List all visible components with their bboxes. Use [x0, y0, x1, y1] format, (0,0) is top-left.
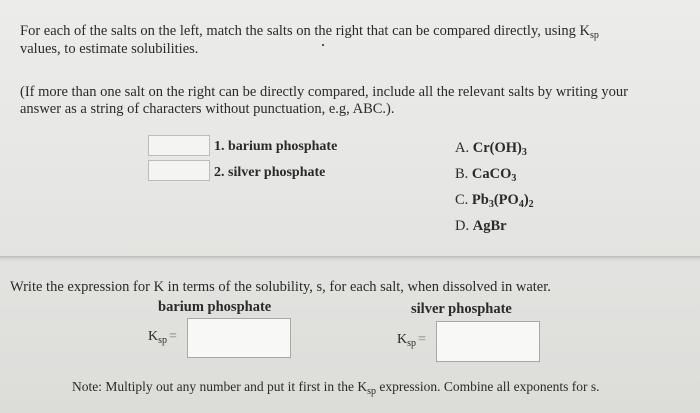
instruction-line-1: (If more than one salt on the right can be directly compared, include all the relevant salts by writing your — [20, 84, 628, 100]
answer-input-silver-phosphate[interactable] — [148, 160, 210, 181]
answer-input-barium-phosphate[interactable] — [148, 135, 210, 156]
ksp-expression-instruction: Write the expression for K in terms of the solubility, s, for each salt, when dissolved in water. — [10, 279, 551, 295]
column-title-silver-phosphate: silver phosphate — [411, 301, 512, 317]
intro-line-2: values, to estimate solubilities. — [20, 41, 199, 57]
section-divider — [0, 256, 700, 262]
right-item-a: A. $Cr(OH)_3$ — [455, 140, 527, 158]
ksp-note: Note: Multiply out any number and put it first in the $K_{sp}$ expression. Combine all exponents for s. — [72, 379, 600, 397]
left-item-barium-phosphate: 1. barium phosphate — [214, 139, 338, 154]
left-item-silver-phosphate: 2. silver phosphate — [214, 165, 326, 180]
ksp-input-silver-phosphate[interactable] — [436, 321, 540, 362]
right-item-c: C. $Pb_3(PO_4)_2$ — [455, 192, 534, 210]
ksp-input-barium-phosphate[interactable] — [187, 318, 291, 358]
intro-line-1: For each of the salts on the left, match the salts on the right that can be compared directly, using $K_{sp}$ — [20, 23, 599, 41]
ksp-label-silver: $K_{sp}$ = — [397, 332, 426, 349]
stray-mark — [322, 44, 324, 46]
right-item-d: D. AgBr — [455, 218, 507, 234]
instruction-line-2: answer as a string of characters without punctuation, e.g, ABC.). — [20, 101, 395, 117]
column-title-barium-phosphate: barium phosphate — [158, 299, 272, 315]
right-item-b: B. CaCO$_3$ — [455, 166, 517, 184]
ksp-label-barium: $K_{sp}$ = — [148, 329, 177, 346]
